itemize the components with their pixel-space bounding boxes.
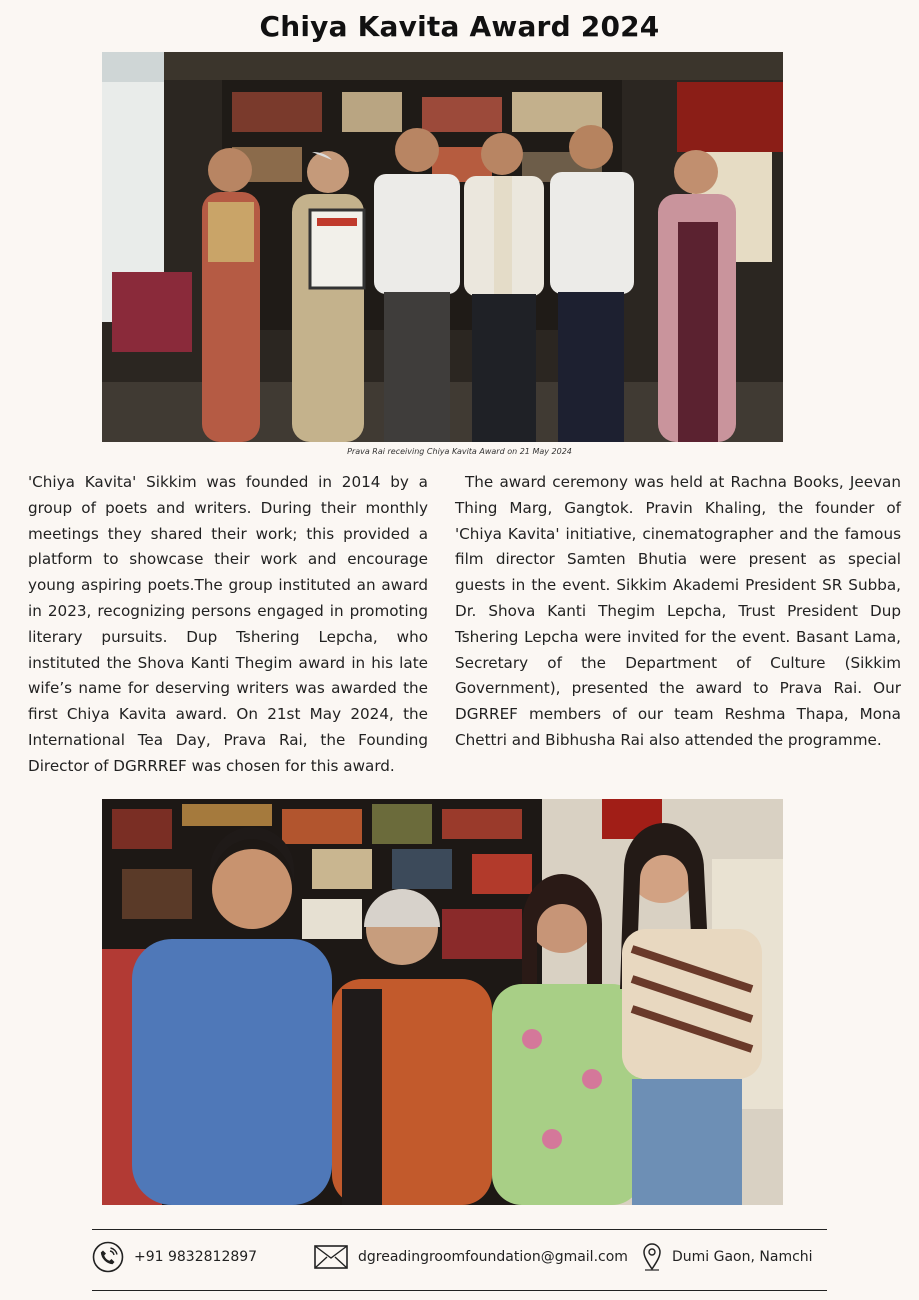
footer-phone — [92, 1241, 257, 1273]
phone-number[interactable]: +91 9832812897 — [134, 1249, 258, 1265]
address-text: Dumi Gaon, Namchi — [672, 1249, 813, 1265]
team-members-photo — [102, 799, 783, 1205]
body-paragraph-left: 'Chiya Kavita' Sikkim was founded in 2014 by a group of poets and writers. During their monthly meetings they shared their work; this provided a platform to showcase their work and encourage young aspiring poets.The group instituted an award in 2023, recognizing persons engaged in promoting literary pursuits. Dup Tshering Lepcha, who instituted the Shova Kanti Thegim award in his late wife’s name for deserving writers was awarded the first Chiya Kavita award. On 21st May 2024, the International Tea Day, Prava Rai, the Founding Director of DGRRREF was chosen for this award. — [28, 473, 428, 775]
location-pin-icon — [642, 1243, 662, 1271]
award-ceremony-photo — [102, 52, 783, 442]
email-address[interactable]: dgreadingroomfoundation@gmail.com — [358, 1249, 628, 1265]
phone-icon — [92, 1241, 124, 1273]
footer-email — [314, 1241, 628, 1273]
footer-address — [642, 1241, 813, 1273]
page-title: Chiya Kavita Award 2024 — [259, 10, 660, 43]
envelope-icon — [314, 1245, 348, 1269]
photo-caption: Prava Rai receiving Chiya Kavita Award on 21 May 2024 — [347, 447, 572, 456]
footer-top-divider — [92, 1229, 827, 1230]
body-paragraph-right: The award ceremony was held at Rachna Books, Jeevan Thing Marg, Gangtok. Pravin Khaling, the founder of 'Chiya Kavita' initiative, cinematographer and the famous film director Samten Bhutia were present as special guests in the event. Sikkim Akademi President SR Subba, Dr. Shova Kanti Thegim Lepcha, Trust President Dup Tshering Lepcha were invited for the event. Basant Lama, Secretary of the Department of Culture (Sikkim Government), presented the award to Prava Rai. Our DGRREF members of our team Reshma Thapa, Mona Chettri and Bibhusha Rai also attended the programme. — [455, 473, 901, 749]
footer-bottom-divider — [92, 1290, 827, 1291]
